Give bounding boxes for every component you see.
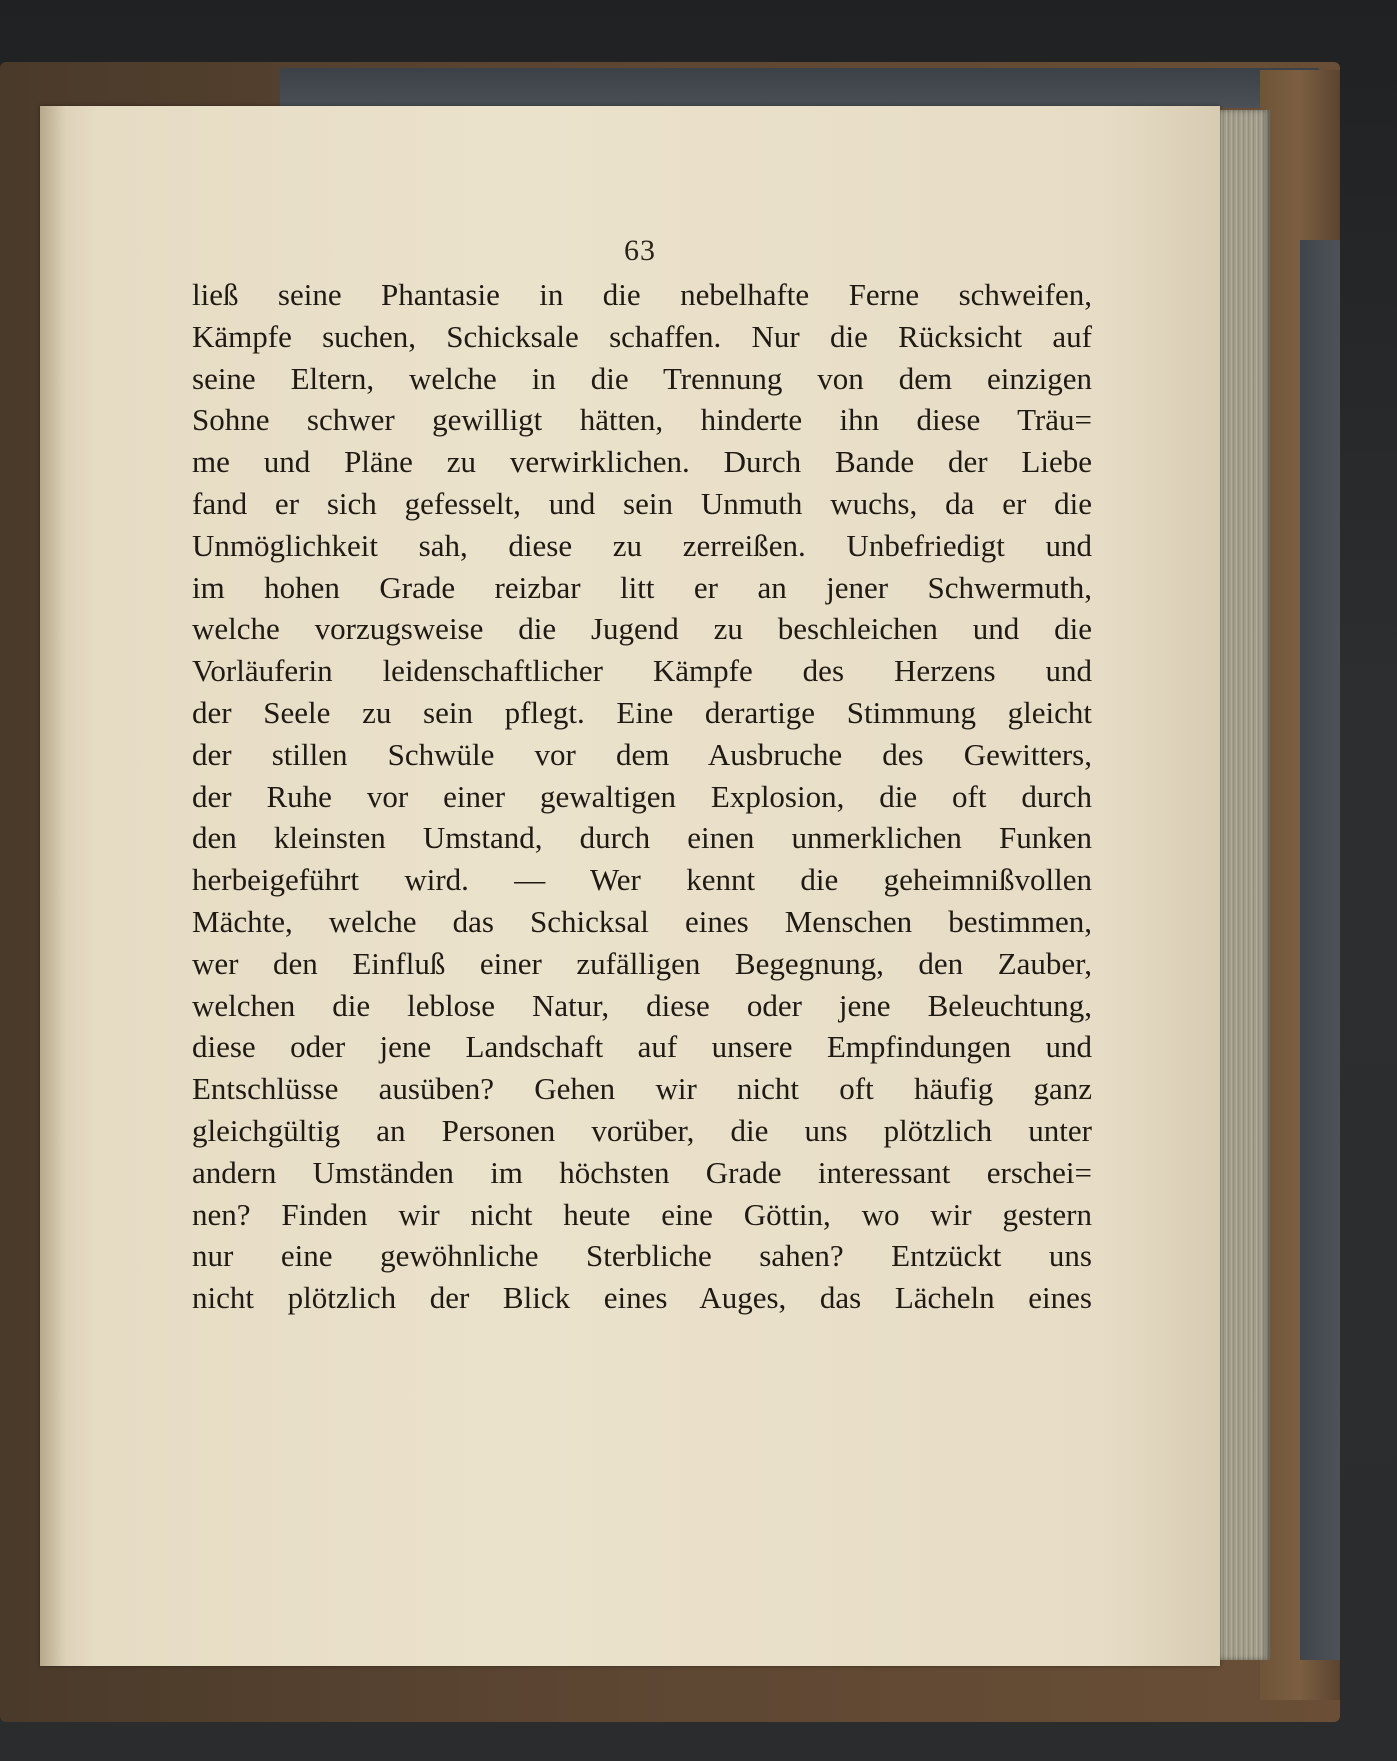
text-line: me und Pläne zu verwirklichen. Durch Bande der Liebe bbox=[192, 444, 1092, 480]
book-cover-top-strip bbox=[280, 68, 1320, 108]
text-line: seine Eltern, welche in die Trennung von dem einzigen bbox=[192, 360, 1092, 396]
text-line: herbeigeführt wird. — Wer kennt die geheimnißvollen bbox=[192, 862, 1092, 898]
text-line: Unmöglichkeit sah, diese zu zerreißen. Unbefriedigt und bbox=[192, 527, 1092, 563]
text-line: Vorläuferin leidenschaftlicher Kämpfe des Herzens und bbox=[192, 653, 1092, 689]
body-text bbox=[192, 274, 1092, 1319]
book-cover-right-inner bbox=[1300, 240, 1340, 1660]
book-page bbox=[40, 106, 1220, 1666]
page-gutter-shadow bbox=[40, 106, 66, 1666]
text-line: der Ruhe vor einer gewaltigen Explosion, die oft durch bbox=[192, 778, 1092, 814]
page-number: 63 bbox=[624, 234, 656, 267]
text-line: der stillen Schwüle vor dem Ausbruche des Gewitters, bbox=[192, 736, 1092, 772]
text-line: nen? Finden wir nicht heute eine Göttin, wo wir gestern bbox=[192, 1196, 1092, 1232]
text-line: nur eine gewöhnliche Sterbliche sahen? Entzückt uns bbox=[192, 1238, 1092, 1274]
text-line: Sohne schwer gewilligt hätten, hinderte ihn diese Träu= bbox=[192, 402, 1092, 438]
text-line: Kämpfe suchen, Schicksale schaffen. Nur die Rücksicht auf bbox=[192, 318, 1092, 354]
text-line: andern Umständen im höchsten Grade interessant erschei= bbox=[192, 1154, 1092, 1190]
text-line: fand er sich gefesselt, und sein Unmuth wuchs, da er die bbox=[192, 485, 1092, 521]
text-line: der Seele zu sein pflegt. Eine derartige Stimmung gleicht bbox=[192, 694, 1092, 730]
text-line: im hohen Grade reizbar litt er an jener Schwermuth, bbox=[192, 569, 1092, 605]
text-line: Mächte, welche das Schicksal eines Menschen bestimmen, bbox=[192, 903, 1092, 939]
text-line: welche vorzugsweise die Jugend zu beschleichen und die bbox=[192, 611, 1092, 647]
text-line: Entschlüsse ausüben? Gehen wir nicht oft häufig ganz bbox=[192, 1071, 1092, 1107]
text-line: wer den Einfluß einer zufälligen Begegnung, den Zauber, bbox=[192, 945, 1092, 981]
text-line: diese oder jene Landschaft auf unsere Empfindungen und bbox=[192, 1029, 1092, 1065]
text-line: welchen die leblose Natur, diese oder jene Beleuchtung, bbox=[192, 987, 1092, 1023]
text-line: den kleinsten Umstand, durch einen unmerklichen Funken bbox=[192, 820, 1092, 856]
text-line: gleichgültig an Personen vorüber, die uns plötzlich unter bbox=[192, 1112, 1092, 1148]
text-line: nicht plötzlich der Blick eines Auges, das Lächeln eines bbox=[192, 1280, 1092, 1316]
text-line: ließ seine Phantasie in die nebelhafte Ferne schweifen, bbox=[192, 277, 1092, 312]
